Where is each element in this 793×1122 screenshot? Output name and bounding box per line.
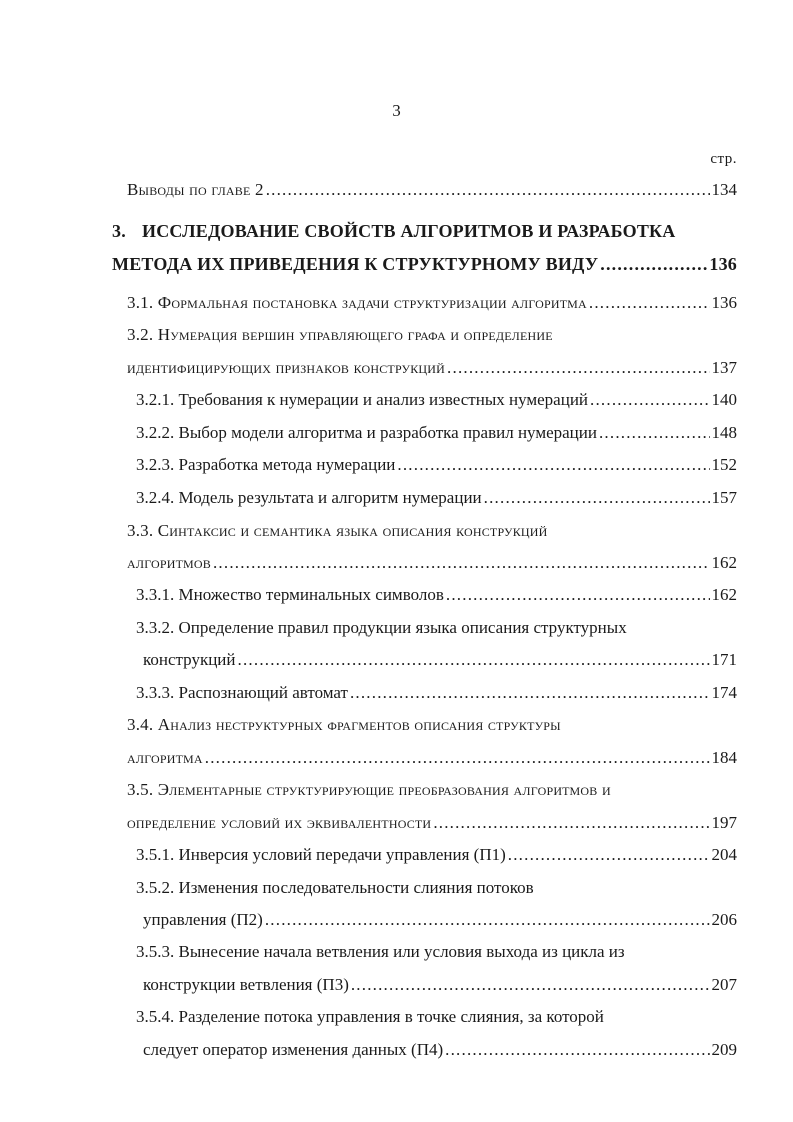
toc-entry-3-2[interactable]	[127, 353, 737, 383]
toc-entry-title-line1: 3.2. Нумерация вершин управляющего графа и определение	[127, 325, 553, 344]
toc-entry-page: 171	[711, 650, 737, 669]
dot-leader	[445, 1035, 709, 1065]
toc-entry-3-3-2[interactable]	[143, 645, 737, 675]
toc-entry-page: 136	[711, 293, 737, 312]
toc-entry-title-line1: 3.3.2. Определение правил продукции языка описания структурных	[136, 618, 627, 637]
dot-leader	[590, 385, 709, 415]
toc-entry-3-3-1[interactable]	[136, 580, 737, 610]
toc-entry-page: 162	[711, 585, 737, 604]
toc-entry-3-5-3[interactable]	[143, 970, 737, 1000]
toc-entry-title: 3.2.2. Выбор модели алгоритма и разработка правил нумерации	[136, 423, 597, 442]
dot-leader	[484, 483, 710, 513]
toc-entry-title: алгоритма	[127, 748, 203, 767]
dot-leader	[351, 970, 710, 1000]
dot-leader	[447, 353, 709, 383]
toc-entry-title: 3.3.3. Распознающий автомат	[136, 683, 348, 702]
toc-entry-3-5-1[interactable]	[136, 840, 737, 870]
dot-leader	[350, 678, 710, 708]
dot-leader	[213, 548, 710, 578]
toc-entry-title: управления (П2)	[143, 910, 263, 929]
toc-entry-3-3[interactable]	[127, 548, 737, 578]
dot-leader	[266, 175, 710, 205]
toc-entry-title-line1: 3.5.4. Разделение потока управления в точке слияния, за которой	[136, 1007, 604, 1026]
toc-chapter-3-line1[interactable]	[112, 216, 737, 246]
toc-entry-page: 209	[711, 1040, 737, 1059]
dot-leader	[265, 905, 710, 935]
toc-entry-page: 137	[711, 358, 737, 377]
toc-entry-3-5-4-line1[interactable]	[136, 1002, 737, 1032]
page-column-header: стр.	[710, 151, 737, 167]
dot-leader	[397, 450, 709, 480]
toc-entry-title: 3.2.4. Модель результата и алгоритм нумерации	[136, 488, 482, 507]
dot-leader	[599, 418, 710, 448]
dot-leader	[433, 808, 709, 838]
dot-leader	[446, 580, 710, 610]
toc-entry-title: 3.3.1. Множество терминальных символов	[136, 585, 444, 604]
toc-entry-page: 174	[711, 683, 737, 702]
dot-leader	[205, 743, 710, 773]
toc-entry-3-5-3-line1[interactable]	[136, 937, 737, 967]
chapter-title-line1: ИССЛЕДОВАНИЕ СВОЙСТВ АЛГОРИТМОВ И РАЗРАБОТКА	[142, 221, 676, 241]
toc-chapter-3[interactable]	[112, 249, 737, 279]
toc-entry-title: конструкций	[143, 650, 236, 669]
toc-entry-title: идентифицирующих признаков конструкций	[127, 358, 446, 377]
toc-entry-title: 3.2.1. Требования к нумерации и анализ известных нумераций	[136, 390, 589, 409]
toc-entry-title: алгоритмов	[127, 553, 211, 572]
toc-entry-page: 206	[711, 910, 737, 929]
toc-entry-title-line1: 3.3. Синтаксис и семантика языка описания конструкций	[127, 521, 548, 540]
toc-entry-title-line1: 3.4. Анализ неструктурных фрагментов описания структуры	[127, 715, 561, 734]
dot-leader	[238, 645, 710, 675]
chapter-number: 3.	[112, 221, 126, 241]
toc-entry-3-4-line1[interactable]	[127, 710, 737, 740]
toc-entry-3-5[interactable]	[127, 808, 737, 838]
toc-entry-3-2-3[interactable]	[136, 450, 737, 480]
toc-entry-page: 162	[711, 553, 737, 572]
toc-entry-3-3-3[interactable]	[136, 678, 737, 708]
toc-entry-title: 3.2.3. Разработка метода нумерации	[136, 455, 396, 474]
toc-entry-title: следует оператор изменения данных (П4)	[143, 1040, 444, 1059]
toc-entry-3-5-4[interactable]	[143, 1035, 737, 1065]
dot-leader	[589, 288, 710, 318]
toc-entry-3-2-2[interactable]	[136, 418, 737, 448]
toc-entry-page: 134	[711, 180, 737, 199]
toc-entry-3-3-2-line1[interactable]	[136, 613, 737, 643]
toc-entry-page: 140	[711, 390, 737, 409]
toc-entry-3-4[interactable]	[127, 743, 737, 773]
toc-entry-3-3-line1[interactable]	[127, 516, 737, 546]
toc-entry-3-2-4[interactable]	[136, 483, 737, 513]
toc-entry-3-1[interactable]	[127, 288, 737, 318]
toc-entry-page: 152	[711, 455, 737, 474]
toc-entry-title: 3.5.1. Инверсия условий передачи управления (П1)	[136, 845, 506, 864]
toc-entry-title: 3.1. Формальная постановка задачи структуризации алгоритма	[127, 293, 587, 312]
toc-entry-page: 204	[711, 845, 737, 864]
toc-entry-page: 148	[711, 423, 737, 442]
toc-entry-page: 184	[711, 748, 737, 767]
toc-entry-3-5-line1[interactable]	[127, 775, 737, 805]
toc-entry-title-line1: 3.5.3. Вынесение начала ветвления или условия выхода из цикла из	[136, 942, 625, 961]
toc-entry-page: 197	[711, 813, 737, 832]
toc-entry-title: определение условий их эквивалентности	[127, 813, 432, 832]
toc-entry-3-2-line1[interactable]	[127, 320, 737, 350]
toc-entry-page: 157	[711, 488, 737, 507]
toc-entry-conclusions-ch2[interactable]	[127, 175, 737, 205]
dot-leader	[508, 840, 710, 870]
toc-entry-title: конструкции ветвления (П3)	[143, 975, 349, 994]
toc-entry-title: Выводы по главе 2	[127, 180, 264, 199]
toc-entry-3-2-1[interactable]	[136, 385, 737, 415]
toc-entry-page: 207	[711, 975, 737, 994]
toc-entry-3-5-2-line1[interactable]	[136, 873, 737, 903]
page-number: 3	[392, 101, 401, 120]
dot-leader	[600, 249, 707, 279]
toc-entry-page: 136	[709, 254, 737, 274]
chapter-title-line2: МЕТОДА ИХ ПРИВЕДЕНИЯ К СТРУКТУРНОМУ ВИДУ	[112, 254, 599, 274]
toc-entry-title-line1: 3.5.2. Изменения последовательности слияния потоков	[136, 878, 534, 897]
toc-entry-title-line1: 3.5. Элементарные структурирующие преобразования алгоритмов и	[127, 780, 611, 799]
toc-entry-3-5-2[interactable]	[143, 905, 737, 935]
